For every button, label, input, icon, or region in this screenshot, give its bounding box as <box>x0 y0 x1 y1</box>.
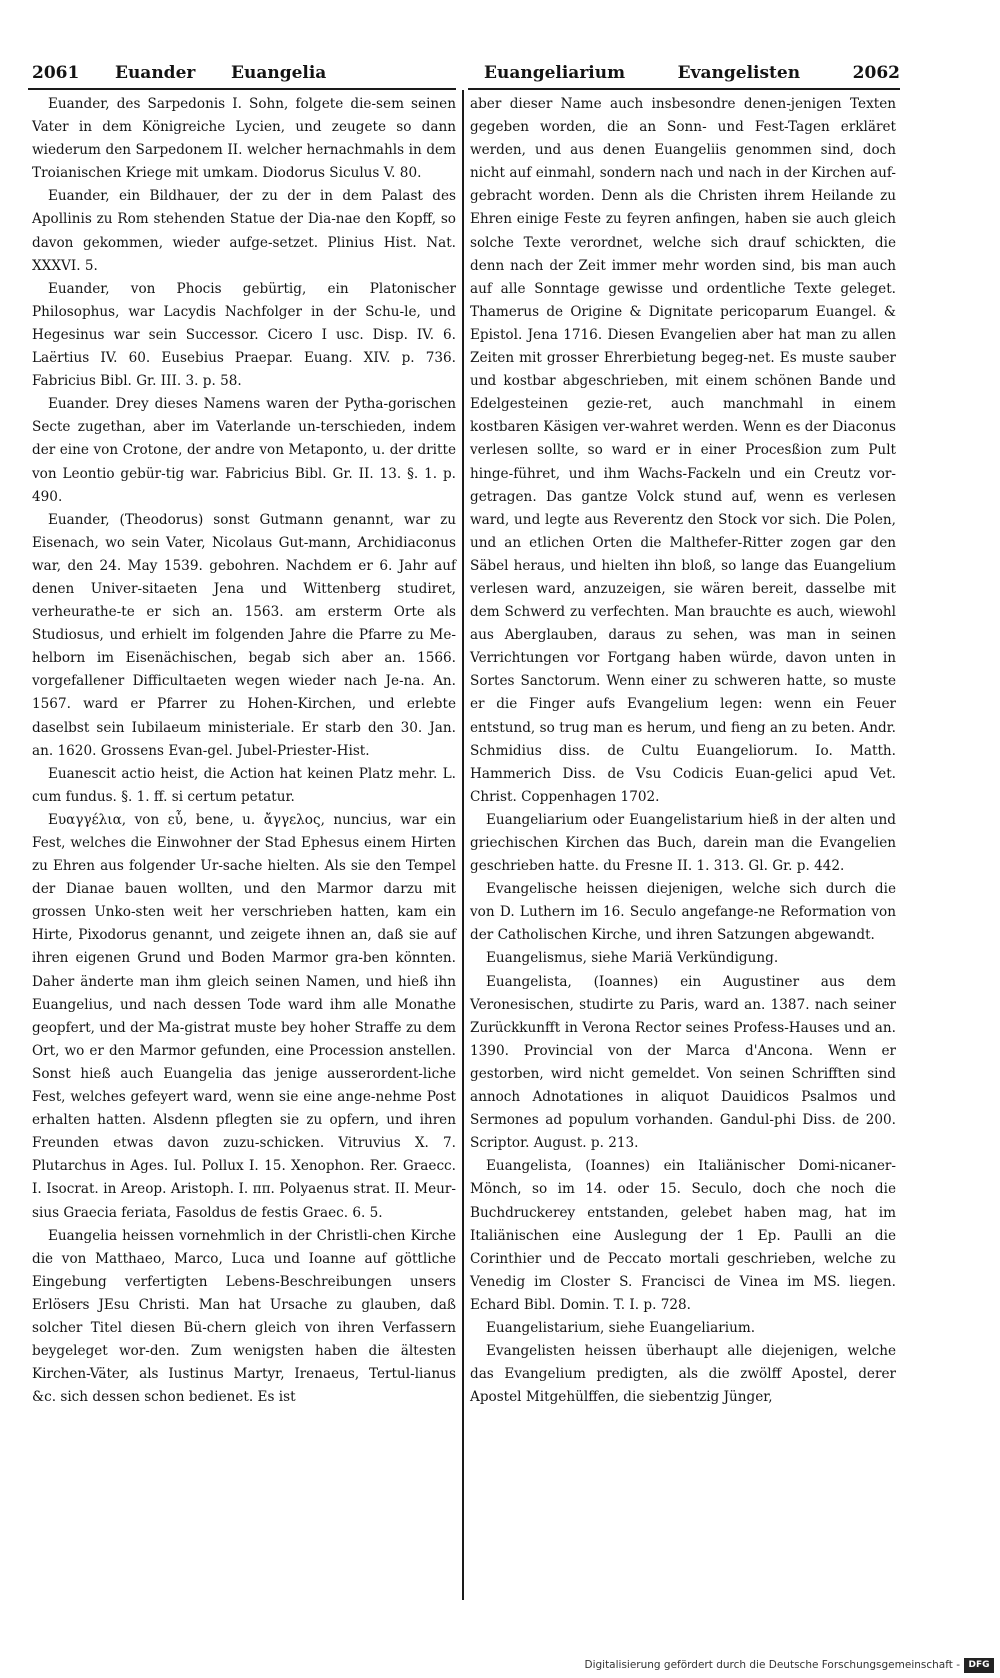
entry-euander-bildhauer: Euander, ein Bildhauer, der zu der in dem Palast des Apollinis zu Rom stehenden Statue der Dia-nae den Kopff, so davon gekommen, wieder aufge-setzet. Plinius Hist. Nat. XXXVI. 5. <box>32 188 456 274</box>
entry-evangelisten: Evangelisten heissen überhaupt alle diejenigen, welche das Evangelium predigten, als die zwölff Apostel, derer Apostel Mitgehülffen, die siebentzig Jünger, <box>470 1343 896 1406</box>
entry-euangelismus: Euangelismus, siehe Mariä Verkündigung. <box>486 950 779 967</box>
entry-euanescit-actio: Euanescit actio heist, die Action hat keinen Platz mehr. L. cum fundus. §. 1. ff. si certum petatur. <box>32 765 456 805</box>
entry-euangelistarium: Euangelistarium, siehe Euangeliarium. <box>486 1319 756 1336</box>
entry-euangelia-continued: aber dieser Name auch insbesondre denen-jenigen Texten gegeben worden, die an Sonn- und Fest-Tagen erkläret werden, und aus denen Euangeliis genommen sind, doch nicht auf einmahl, sondern nach und nach in der Kirchen auf-gebracht worden. Denn als die Christen ihrem Heilande zu Ehren einige Feste zu feyren anfingen, haben sie auch gleich solche Texte verordnet, welche sich drauf schickten, die denn nach der Zeit immer mehr worden sind, bis man auch auf alle Sonntage gewisse und ordentliche Texte geleget. Thamerus de Origine & Dignitate pericoparum Euangel. & Epistol. Jena 1716. Diesen Evangelien aber hat man zu allen Zeiten mit grosser Ehrerbietung begeg-net. Es muste sauber und kostbar abgeschrieben, mit einem schönen Bande und Edelgesteinen gezie-ret, auch manchmahl in einem kostbaren Käsigen ver-wahret werden. Wenn es der Diaconus verlesen sollte, so ward er in einer Procesßion zum Pult hinge-führet, und ihm Wachs-Fackeln und ein Creutz vor-getragen. Das gantze Volck stund auf, wenn es verlesen ward, und legte aus Reverentz den Stock vor sich. Die Polen, und an etlichen Orten die Malthefer-Ritter zogen gar den Säbel heraus, und hielten ihn bloß, so lange das Euangelium verlesen ward, anzuzeigen, sie wären bereit, dasselbe mit dem Schwerd zu verfechten. Man brauchte es auch, wiewohl aus Aberglauben, daraus zu sehen, was man in seinen Verrichtungen vor Fortgang haben würde, davon unten in Sortes Sanctorum. Wenn einer zu schweren hatte, so muste er die Finger aufs Evangelium legen: wenn ein Feuer entstund, so trug man es herum, und fieng an zu beten. Andr. Schmidius diss. de Cultu Euangeliorum. Io. Matth. Hammerich Diss. de Vsu Codicis Euan-gelici apud Vet. Christ. Coppenhagen 1702. <box>470 96 896 805</box>
entry-euangelia-fest: Ευαγγέλια, von εὖ, bene, u. ἄγγελος, nuncius, war ein Fest, welches die Einwohner der Stad Ephesus einem Hirten zu Ehren aus folgender Ur-sache hielten. Als sie den Tempel der Dianae bauen wollten, und den Marmor darzu mit grossen Unko-sten weit her verschrieben hatten, kam ein Hirte, Pixodorus genannt, und zeigete ihnen an, daß sie auf ihren eigenen Grund und Boden Marmor gra-ben könnten. Daher änderte man ihm gleich seinen Namen, und hieß ihn Euangelius, und nach dessen Tode ward ihm alle Monathe geopfert, und der Ma-gistrat muste bey hoher Straffe zu dem Ort, wo er den Marmor gefunden, eine Procession anstellen. Sonst hieß auch Euangelia das jenige ausserordent-liche Fest, welches gefeyert ward, wenn sie eine ange-nehme Post erhalten hatten. Alsdenn pflegten sie zu opfern, und ihren Freunden etwas davon zuzu-schicken. Vitruvius X. 7. Plutarchus in Ages. Iul. Pollux I. 15. Xenophon. Rer. Graecc. I. Isocrat. in Areop. Aristoph. I. ππ. Polyaenus strat. II. Meur-sius Graecia feriata, Fasoldus de festis Graec. 6. 5. <box>32 811 456 1221</box>
header-word-euangeliarium: Euangeliarium <box>484 63 626 83</box>
header-word-euander: Euander <box>114 63 196 83</box>
dfg-logo: DFG <box>964 1658 994 1673</box>
entry-euander-sarpedonis: Euander, des Sarpedonis I. Sohn, folgete die-sem seinen Vater in dem Königreiche Lycien, und zeugete so dann wiederum den Sarpedonem II. welcher hernachmahls in dem Troianischen Kriege mit umkam. Diodorus Siculus V. 80. <box>32 96 456 182</box>
entry-euangelista-dominicaner: Euangelista, (Ioannes) ein Italiänischer Domi-nicaner-Mönch, so im 14. oder 15. Seculo, doch che noch die Buchdruckerey entstanden, gelebet haben mag, hat im Italiänischen eine Auslegung der 1 Ep. Paulli an die Corinthier und de Peccato mortali geschrieben, welche zu Venedig im Closter S. Francisci de Vinea im MS. liegen. Echard Bibl. Domin. T. I. p. 728. <box>470 1158 896 1313</box>
entry-euander-theodorus: Euander, (Theodorus) sonst Gutmann genannt, war zu Eisenach, wo sein Vater, Nicolaus Gut-mann, Archidiaconus war, den 24. May 1539. gebohren. Nachdem er 6. Jahr auf denen Univer-sitaeten Jena und Wittenberg studiret, verheurathe-te er sich an. 1563. am ersterm Orte als Studiosus, und erhielt im folgenden Jahre die Pfarre zu Me-helborn im Eisenächischen, begab sich aber an. 1566. vorgefallener Difficultaeten wegen wieder nach Je-na. An. 1567. ward er Pfarrer zu Hohen-Kirchen, und erlebte daselbst sein Iubilaeum ministeriale. Er starb den 30. Jan. an. 1620. Grossens Evan-gel. Jubel-Priester-Hist. <box>32 511 456 759</box>
entry-euangeliarium: Euangeliarium oder Euangelistarium hieß in der alten und griechischen Kirchen das Buch, darein man die Evangelien geschrieben hatte. du Fresne II. 1. 313. Gl. Gr. p. 442. <box>470 811 896 875</box>
header-rule-right <box>468 88 900 90</box>
entry-euander-phocis: Euander, von Phocis gebürtig, ein Platonischer Philosophus, war Lacydis Nachfolger in der Schu-le, und Hegesinus war sein Successor. Cicero I usc. Disp. IV. 6. Laërtius IV. 60. Eusebius Praepar. Euang. XIV. p. 736. Fabricius Bibl. Gr. III. 3. p. 58. <box>32 280 456 390</box>
page-number-left: 2061 <box>32 63 80 83</box>
running-header-left <box>32 63 452 87</box>
entry-euangelista-augustiner: Euangelista, (Ioannes) ein Augustiner aus dem Veronesischen, studirte zu Paris, ward an. 1387. nach seiner Zurückkunfft in Verona Rector seines Profess-Hauses und an. 1390. Provincial von der Marca d'Ancona. Wenn er gestorben, wird nicht gemeldet. Von seinen Schrifften sind annoch Adnotationes in aliquot Dauidicos Psalmos und Sermones ad populum vorhanden. Gandul-phi Diss. de 200. Scriptor. August. p. 213. <box>470 973 896 1152</box>
header-word-evangelisten: Evangelisten <box>677 63 801 83</box>
right-column <box>470 93 896 1409</box>
header-word-euangelia: Euangelia <box>231 63 327 83</box>
page-number-right: 2062 <box>852 63 900 83</box>
entry-euander-pythagorean: Euander. Drey dieses Namens waren der Pytha-gorischen Secte zugethan, aber im Vaterlande un-terschieden, indem der eine von Crotone, der andre von Metaponto, u. der dritte von Leontio gebür-tig war. Fabricius Bibl. Gr. II. 13. §. 1. p. 490. <box>32 396 456 505</box>
entry-euangelia-kirche: Euangelia heissen vornehmlich in der Christli-chen Kirche die von Matthaeo, Marco, Luca und Ioanne auf göttliche Eingebung verfertigten Lebens-Beschreibungen unsers Erlösers JEsu Christi. Man hat Ursache zu glauben, daß solcher Titel diesen Bü-chern gleich von ihren Verfassern beygeleget wor-den. Zum wenigsten haben die ältesten Kirchen-Väter, als Iustinus Martyr, Irenaeus, Tertul-lianus &c. sich dessen schon bedienet. Es ist <box>32 1227 456 1406</box>
left-column <box>32 93 456 1409</box>
entry-evangelische: Evangelische heissen diejenigen, welche sich durch die von D. Luthern im 16. Seculo angefange-ne Reformation von der Catholischen Kirche, und ihren Satzungen abgewandt. <box>470 881 896 944</box>
digitization-footer <box>0 1657 1000 1677</box>
running-header-right <box>484 63 900 87</box>
book-page <box>28 55 900 1620</box>
column-divider <box>462 90 464 1600</box>
header-rule-left <box>28 88 456 90</box>
dfg-credit-text: Digitalisierung gefördert durch die Deutsche Forschungsgemeinschaft - <box>584 1659 960 1671</box>
